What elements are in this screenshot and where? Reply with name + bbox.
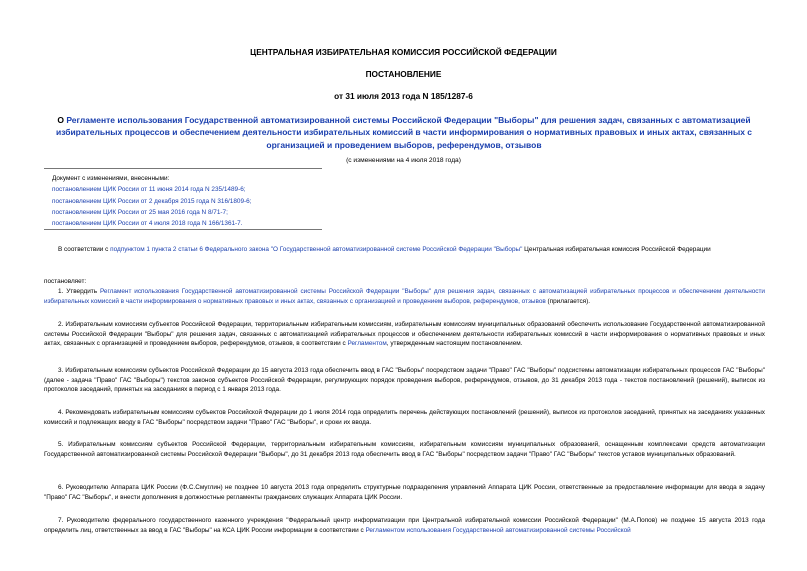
organization-heading: ЦЕНТРАЛЬНАЯ ИЗБИРАТЕЛЬНАЯ КОМИССИЯ РОССИЙСКОЙ ФЕДЕРАЦИИ xyxy=(250,47,557,57)
paragraph-6: 6. Руководителю Аппарата ЦИК России (Ф.С.Смуглин) не позднее 10 августа 2013 года определить структурные подразделения управлений Аппарата ЦИК России, ответственные за предоставление информации для ввода в задачу "Право" ГАС "Выборы", и внести дополнения в должностные регламенты гражданских служащих Аппарата ЦИК России. xyxy=(44,484,765,501)
paragraph-2-end: , утвержденным настоящим постановлением. xyxy=(386,340,523,348)
paragraph-3: 3. Избирательным комиссиям субъектов Российской Федерации до 15 августа 2013 года обеспечить ввод в ГАС "Выборы" посредством задачи "Право" ГАС "Выборы" подсистемы автоматизации избирательных процессов ГАС "Выборы" (далее - задача "Право" ГАС "Выборы") текстов законов субъектов Российской Федерации, регулирующих порядок проведения выборов, референдумов, отзывов, до 31 декабря 2013 года - текстов постановлений (решений), выписок из протоколов заседаний, принятых на заседаниях в период с 1 января 2013 года. xyxy=(44,367,765,394)
changes-block xyxy=(52,173,251,229)
change-link[interactable]: постановлением ЦИК России от 4 июля 2018 года N 166/1361-7. xyxy=(52,220,243,228)
preamble-text-end: Центральная избирательная комиссия Российской Федерации xyxy=(522,246,711,253)
document-type-heading: ПОСТАНОВЛЕНИЕ xyxy=(365,69,442,79)
paragraph-5: 5. Избирательным комиссиям субъектов Российской Федерации, территориальным избирательным комиссиям, избирательным комиссиям муниципальных образований, оснащенным комплексами средств автоматизации Государственной автоматизированной системы Российской Федерации "Выборы", до 31 декабря 2013 года обеспечить ввод в ГАС "Выборы" посредством задачи "Право" ГАС "Выборы" текстов уставов муниципальных образований. xyxy=(44,441,765,458)
document-title xyxy=(44,114,764,151)
law-link[interactable]: подпунктом 1 пункта 2 статьи 6 Федерального закона "О Государственной автоматизированной системе Российской Федерации "Выборы" xyxy=(110,246,523,253)
regulation-short-link[interactable]: Регламентом xyxy=(347,340,387,348)
divider-top xyxy=(44,168,322,169)
paragraph-4: 4. Рекомендовать избирательным комиссиям субъектов Российской Федерации до 1 июля 2014 года определить перечень действующих постановлений (решений), выписок из протоколов заседаний, принятых на заседаниях указанных комиссий и подлежащих вводу в ГАС "Выборы" посредством задачи "Право" ГАС "Выборы", и сроки их ввода. xyxy=(44,409,765,426)
paragraph-7-text: 7. Руководителю федерального государственного казенного учреждения "Федеральный центр информатизации при Центральной избирательной комиссии Российской Федерации" (М.А.Попов) не позднее 15 августа 2013 года определить лиц, ответственных за ввод в ГАС "Выборы" на КСА ЦИК России информации в соответствии с xyxy=(44,517,765,534)
divider-bottom xyxy=(44,229,322,230)
change-link[interactable]: постановлением ЦИК России от 25 мая 2016 года N 8/71-7; xyxy=(52,208,228,216)
resolves-label: постановляет: xyxy=(44,278,87,285)
paragraph-2-text: 2. Избирательным комиссиям субъектов Российской Федерации, территориальным избирательным комиссиям, избирательным комиссиям муниципальных образований обеспечить использование Государственной автоматизированной системы Российской Федерации "Выборы" для решения задач, связанных с автоматизацией избирательных процессов и обеспечением деятельности избирательных комиссий в части информирования о нормативных правовых и иных актах, связанных с организацией и проведением выборов, референдумов, отзывов, в соответствии с xyxy=(44,321,765,348)
changes-label: Документ с изменениями, внесенными: xyxy=(52,175,170,182)
regulation-link[interactable]: Регламент использования Государственной автоматизированной системы Российской Федерации "Выборы" для решения задач, связанных с автоматизацией избирательных процессов и обеспечением деятельности избирательных комиссий в части информирования о нормативных правовых и иных актах, связанных с организацией и проведением выборов, референдумов, отзывов xyxy=(44,288,765,305)
preamble-text: В соответствии с xyxy=(58,246,111,253)
preamble-paragraph xyxy=(44,245,765,255)
paragraph-1 xyxy=(44,287,765,306)
paragraph-2 xyxy=(44,320,765,349)
date-number-heading: от 31 июля 2013 года N 185/1287-6 xyxy=(334,91,473,101)
paragraph-1-text: 1. Утвердить xyxy=(58,288,100,295)
change-link[interactable]: постановлением ЦИК России от 2 декабря 2015 года N 316/1809-6; xyxy=(52,197,252,205)
title-prefix: О xyxy=(57,115,67,125)
change-link[interactable]: постановлением ЦИК России от 11 июня 2014 года N 235/1489-6; xyxy=(52,186,246,194)
paragraph-7 xyxy=(44,516,765,535)
title-link[interactable]: Регламенте использования Государственной автоматизированной системы Российской Федерации "Выборы" для решения задач, связанных с автоматизацией избирательных процессов и обеспечением деятельности избирательных комиссий в части информирования о нормативных правовых и иных актах, связанных с организацией и проведением выборов, референдумов, отзывов xyxy=(55,115,753,150)
revision-note: (с изменениями на 4 июля 2018 года) xyxy=(346,157,461,164)
paragraph-1-end: (прилагается). xyxy=(545,297,591,305)
regulation-usage-link[interactable]: Регламентом использования Государственной автоматизированной системы Российской xyxy=(365,526,631,534)
